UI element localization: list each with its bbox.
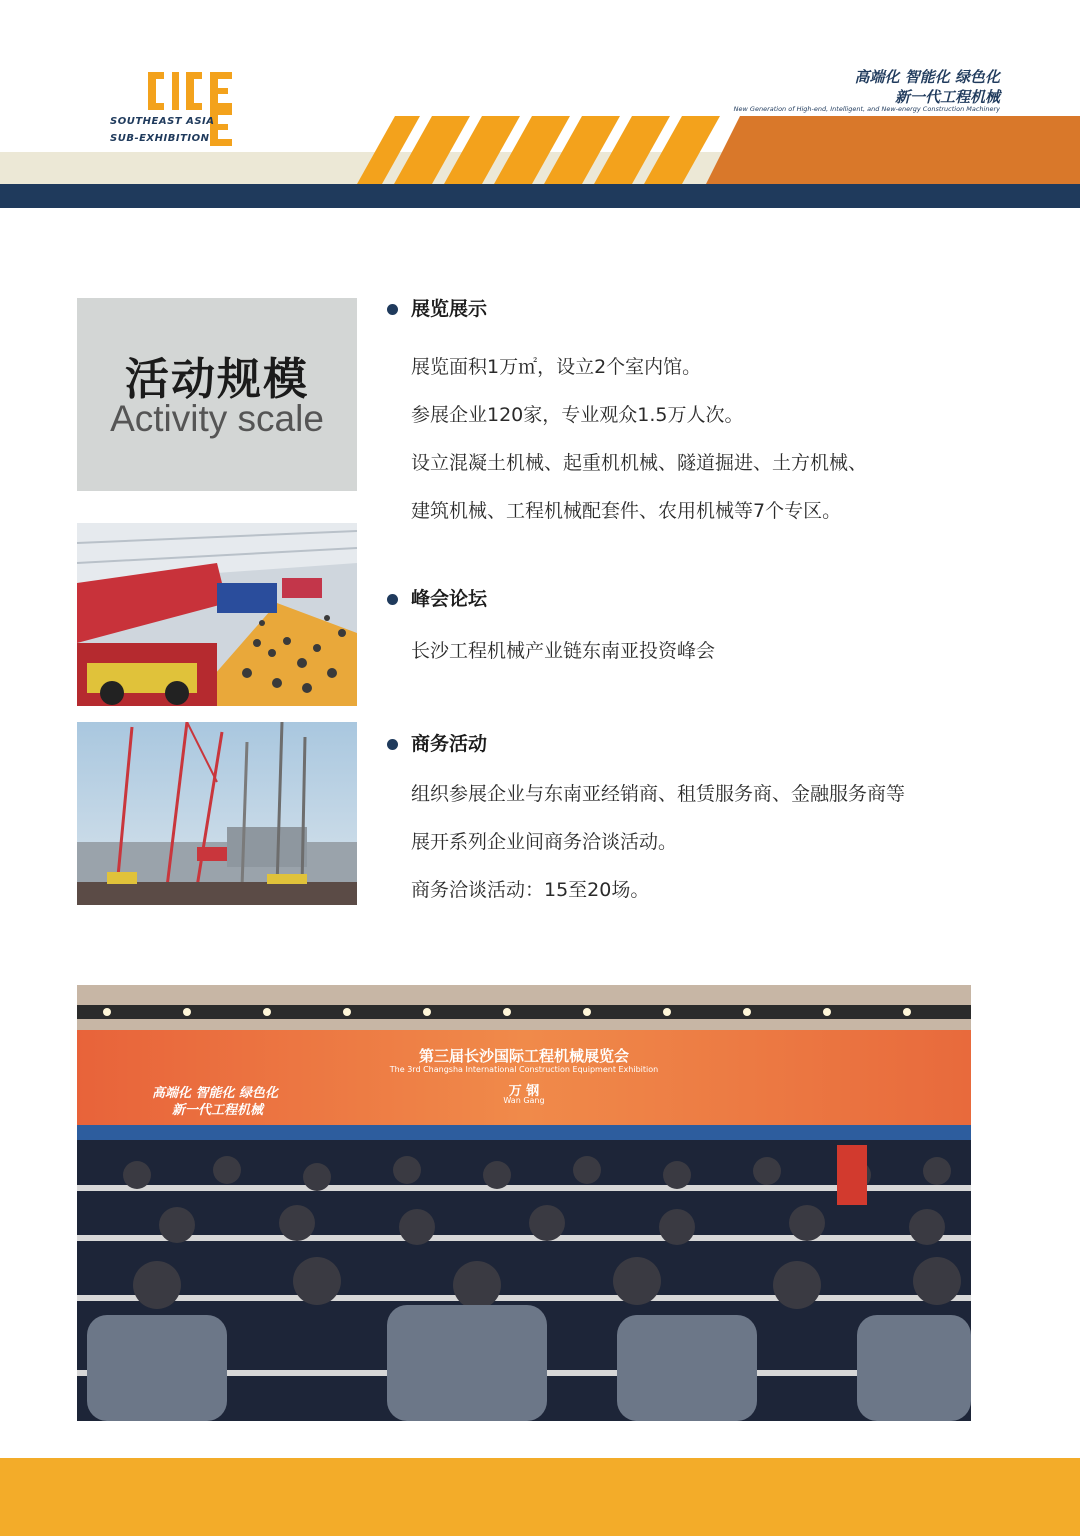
section-line: 展开系列企业间商务洽谈活动。 xyxy=(411,831,678,853)
section-line: 设立混凝土机械、起重机机械、隧道掘进、土方机械、 xyxy=(411,452,868,474)
section-summit-forum xyxy=(385,585,1005,675)
conference-speaker-en: Wan Gang xyxy=(503,1096,545,1105)
conference-hall-photo xyxy=(77,985,971,1421)
exhibition-hall-photo xyxy=(77,523,357,706)
bullet-icon xyxy=(387,594,398,605)
section-line: 参展企业120家，专业观众1.5万人次。 xyxy=(411,404,744,426)
activity-scale-title-box xyxy=(77,298,357,491)
section-heading-text: 峰会论坛 xyxy=(411,588,488,610)
conference-screen-title-cn: 第三届长沙国际工程机械展览会 xyxy=(418,1047,629,1065)
header-slogan-cn-line2: 新一代工程机械 xyxy=(894,88,1000,106)
header-slogan-en: New Generation of High-end, Intelligent, and New-energy Construction Machinery xyxy=(733,105,1000,113)
section-heading xyxy=(385,295,1005,323)
section-heading-text: 展览展示 xyxy=(411,298,488,320)
section-exhibition xyxy=(385,295,1005,535)
conference-screen-title-en: The 3rd Changsha International Construction Equipment Exhibition xyxy=(389,1065,659,1074)
section-business xyxy=(385,730,1005,914)
footer-band xyxy=(0,1458,1080,1536)
outdoor-cranes-photo xyxy=(77,722,357,905)
section-heading-text: 商务活动 xyxy=(411,733,488,755)
section-line: 商务洽谈活动：15至20场。 xyxy=(411,879,650,901)
logo-subtitle-line2: SUB-EXHIBITION xyxy=(110,133,210,144)
title-cn: 活动规模 xyxy=(125,354,309,405)
conference-slogan-cn-2: 新一代工程机械 xyxy=(172,1103,264,1118)
page-header xyxy=(0,0,1080,210)
section-heading xyxy=(385,730,1005,758)
section-line: 组织参展企业与东南亚经销商、租赁服务商、金融服务商等 xyxy=(411,783,906,805)
section-line: 展览面积1万㎡，设立2个室内馆。 xyxy=(411,356,702,378)
conference-slogan-cn-1: 高端化 智能化 绿色化 xyxy=(152,1086,279,1101)
logo-subtitle-line1: SOUTHEAST ASIA xyxy=(110,116,215,127)
section-line: 建筑机械、工程机械配套件、农用机械等7个专区。 xyxy=(411,500,842,522)
header-slogan-cn-line1: 高端化 智能化 绿色化 xyxy=(854,68,1000,86)
section-heading xyxy=(385,585,1005,613)
conference-speaker-cn: 万 钢 xyxy=(508,1084,540,1099)
bullet-icon xyxy=(387,304,398,315)
title-en: Activity scale xyxy=(110,398,324,439)
bullet-icon xyxy=(387,739,398,750)
section-line: 长沙工程机械产业链东南亚投资峰会 xyxy=(411,640,716,662)
